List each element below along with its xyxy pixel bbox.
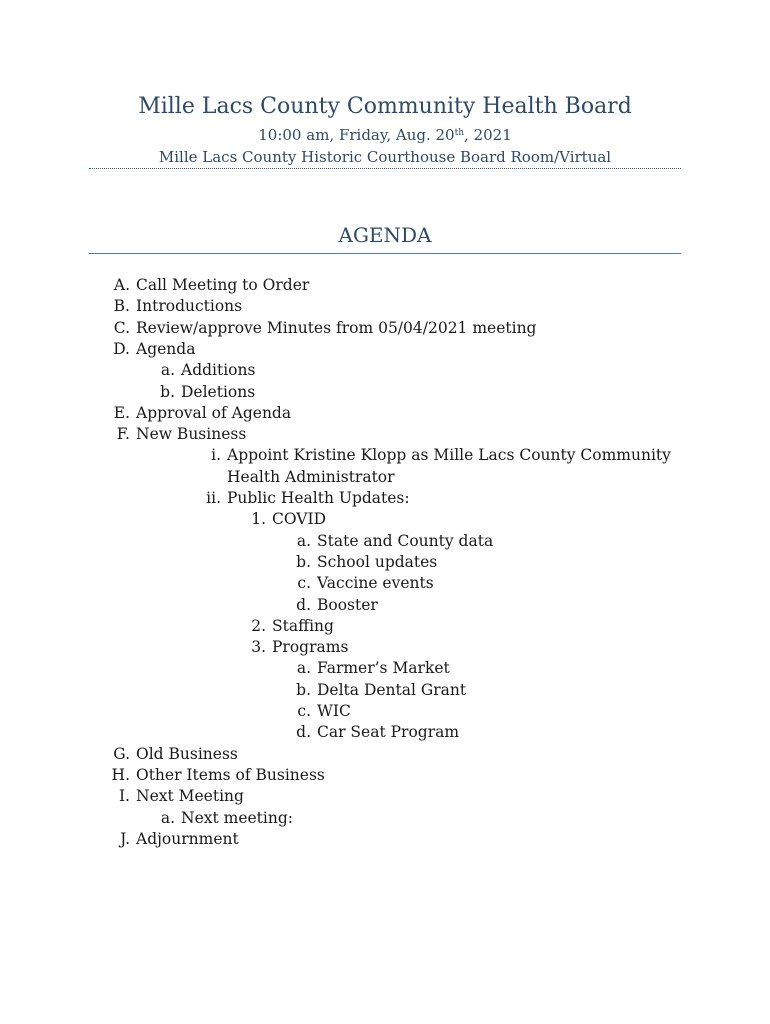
agenda-item [0,680,770,701]
meeting-time-prefix: 10:00 am, Friday, Aug. 20 [258,126,455,144]
agenda-item [0,573,770,594]
agenda-item-marker: c. [297,702,311,720]
agenda-item-marker: a. [296,531,311,550]
agenda-item-text: COVID [272,510,327,529]
agenda-item-text: Additions [181,361,256,380]
agenda-item [0,829,770,850]
agenda-item-marker: H. [111,765,130,784]
agenda-item-text: Public Health Updates: [227,489,410,507]
agenda-item-text: Adjournment [136,829,239,848]
agenda-item [0,786,770,807]
agenda-item [0,637,770,658]
agenda-item-marker: d. [296,723,311,742]
agenda-item-marker: D. [113,339,130,358]
agenda-item-text: Other Items of Business [136,765,325,784]
agenda-item [0,658,770,679]
agenda-item-text: Old Business [136,744,238,763]
agenda-item-text: Booster [317,595,378,614]
agenda-item-text: Appoint Kristine Klopp as Mille Lacs County Community [227,446,671,465]
meeting-time-suffix: , 2021 [464,126,512,144]
agenda-item-text: Introductions [136,297,243,316]
agenda-item-marker: c. [297,574,311,593]
agenda-item-text: Car Seat Program [317,723,460,742]
agenda-item-marker: A. [113,276,130,294]
document-title: Mille Lacs County Community Health Board [138,94,632,119]
agenda-item-marker: i. [211,446,221,465]
header-divider [89,168,681,169]
agenda-item [0,382,770,403]
agenda-item-text: Approval of Agenda [136,403,292,422]
agenda-item [0,552,770,573]
agenda-item-text: Next meeting: [181,808,293,827]
agenda-item [0,296,770,317]
agenda-item-marker: G. [113,744,130,763]
agenda-item-text: Staffing [272,616,334,635]
meeting-time-ordinal: th [454,128,465,138]
agenda-item [0,765,770,786]
agenda-item [0,275,770,296]
agenda-item [0,616,770,637]
agenda-item [0,509,770,530]
agenda-item-marker: 2. [251,616,266,635]
agenda-item-text: Farmer’s Market [317,659,450,678]
agenda-item [0,339,770,360]
agenda-item-text: WIC [317,702,351,720]
agenda-item [0,722,770,743]
meeting-time [0,122,770,146]
agenda-item-marker: ii. [206,489,221,507]
agenda-item-text: Next Meeting [136,787,244,806]
agenda-item [0,360,770,381]
agenda-item-text: Vaccine events [317,574,434,593]
agenda-item-marker: a. [160,361,175,380]
agenda-item-marker: E. [113,403,130,422]
agenda-item-marker: b. [296,552,311,571]
agenda-item-marker: I. [118,787,130,806]
agenda-item-marker: C. [113,318,130,337]
meeting-location: Mille Lacs County Historic Courthouse Board Room/Virtual [158,148,612,166]
agenda-item-text: State and County data [317,531,494,550]
agenda-item-marker: d. [296,595,311,614]
agenda-item [0,467,770,488]
agenda-heading: AGENDA [338,223,432,247]
agenda-item-text: Deletions [181,382,256,401]
agenda-item-text: Call Meeting to Order [136,276,310,294]
agenda-item [0,403,770,424]
agenda-item-marker: B. [113,297,130,316]
agenda-item-marker: a. [160,808,175,827]
agenda-item-marker: 1. [251,510,266,529]
agenda-item [0,595,770,616]
agenda-item-marker: F. [116,425,130,444]
agenda-item-marker: a. [296,659,311,678]
agenda-item-text: Health Administrator [227,467,395,486]
agenda-item-text: School updates [317,552,438,571]
agenda-item [0,318,770,339]
agenda-item [0,488,770,509]
agenda-item [0,531,770,552]
agenda-item [0,424,770,445]
agenda-item [0,445,770,466]
agenda-item-marker: J. [120,829,130,848]
agenda-item-text: New Business [136,425,247,444]
agenda-item [0,808,770,829]
agenda-item-marker: 3. [251,638,266,657]
agenda-divider [89,253,681,254]
agenda-item-text: Agenda [136,339,196,358]
agenda-item-text: Review/approve Minutes from 05/04/2021 meeting [136,318,537,337]
agenda-item-text: Delta Dental Grant [317,680,467,699]
agenda-item-text: Programs [272,638,349,657]
agenda-item-marker: b. [296,680,311,699]
agenda-item-marker: b. [160,382,175,401]
agenda-item [0,701,770,722]
agenda-item [0,744,770,765]
document-header [0,92,770,168]
